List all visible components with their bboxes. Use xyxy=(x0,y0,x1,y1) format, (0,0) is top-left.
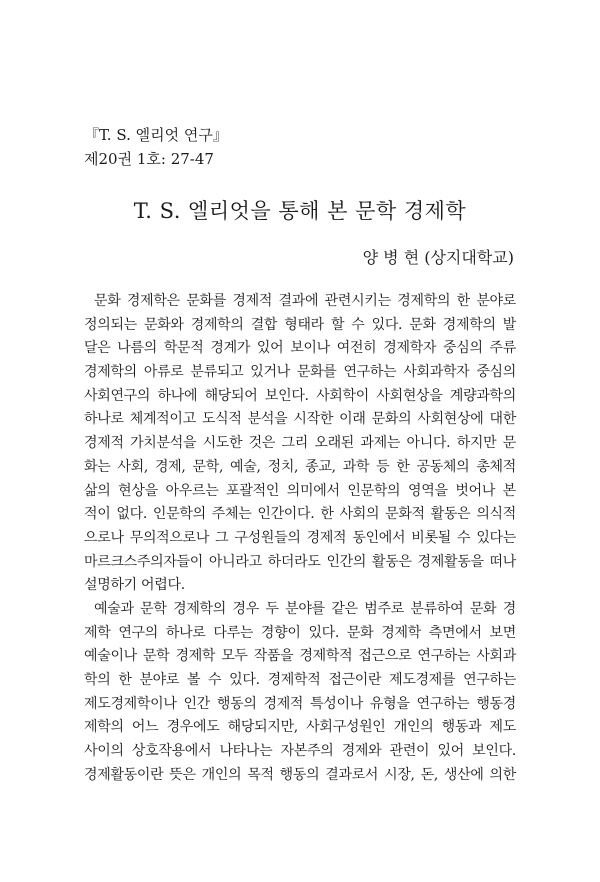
body-line: 경제활동이란 뜻은 개인의 목적 행동의 결과로서 시장, 돈, 생산에 의한 xyxy=(84,766,516,783)
body-line: 경제학의 아류로 분류되고 있거나 문화를 연구하는 사회과학자 중심의 xyxy=(84,364,516,381)
body-line: 예술이나 문학 경제학 모두 작품을 경제학적 접근으로 연구하는 사회과 xyxy=(84,648,516,665)
body-line: 예술과 문학 경제학의 경우 두 분야를 같은 범주로 분류하여 문화 경 xyxy=(94,600,516,617)
body-line: 제학 연구의 하나로 다루는 경향이 있다. 문화 경제학 측면에서 보면 xyxy=(84,624,516,641)
article-body xyxy=(84,290,516,787)
body-line: 제학의 어느 경우에도 해당되지만, 사회구성원인 개인의 행동과 제도 xyxy=(84,719,516,736)
body-line: 제도경제학이나 인간 행동의 경제적 특성이나 유형을 연구하는 행동경 xyxy=(84,695,516,712)
body-line: 달은 나름의 학문적 경계가 있어 보이나 여전히 경제학자 중심의 주류 xyxy=(84,340,516,357)
body-line: 학의 한 분야로 볼 수 있다. 경제학적 접근이란 제도경제를 연구하는 xyxy=(84,672,516,688)
body-line: 적이 없다. 인문학의 주체는 인간이다. 한 사회의 문화적 활동은 의식적 xyxy=(84,506,516,523)
body-line: 문화 경제학은 문화를 경제적 결과에 관련시키는 경제학의 한 분야로 xyxy=(94,293,516,309)
body-line: 으로나 무의적으로나 그 구성원들의 경제적 동인에서 비롯될 수 있다는 xyxy=(84,529,516,546)
article-title: T. S. 엘리엇을 통해 본 문학 경제학 xyxy=(133,199,467,223)
journal-issue: 제20권 1호: 27-47 xyxy=(84,150,214,168)
body-line: 사회연구의 하나에 해당되어 보인다. 사회학이 사회현상을 계량과학의 xyxy=(84,387,516,404)
journal-name: 『T. S. 엘리엇 연구』 xyxy=(84,126,228,144)
article-author: 양 병 현 (상지대학교) xyxy=(362,248,514,267)
body-line: 경제적 가치분석을 시도한 것은 그리 오래된 과제는 아니다. 하지만 문 xyxy=(84,435,516,452)
body-line: 삶의 현상을 아우르는 포괄적인 의미에서 인문학의 영역을 벗어나 본 xyxy=(84,482,516,499)
body-line: 정의되는 문화와 경제학의 결합 형태라 할 수 있다. 문화 경제학의 발 xyxy=(84,316,516,333)
body-line: 마르크스주의자들이 아니라고 하더라도 인간의 활동은 경제활동을 떠나 xyxy=(84,553,516,570)
body-line: 하나로 체계적이고 도식적 분석을 시작한 이래 문화의 사회현상에 대한 xyxy=(84,411,516,428)
body-line: 화는 사회, 경제, 문학, 예술, 정치, 종교, 과학 등 한 공동체의 총체적 xyxy=(84,458,516,475)
body-line: 설명하기 어렵다. xyxy=(84,577,185,594)
body-line: 사이의 상호작용에서 나타나는 자본주의 경제와 관련이 있어 보인다. xyxy=(84,743,516,760)
